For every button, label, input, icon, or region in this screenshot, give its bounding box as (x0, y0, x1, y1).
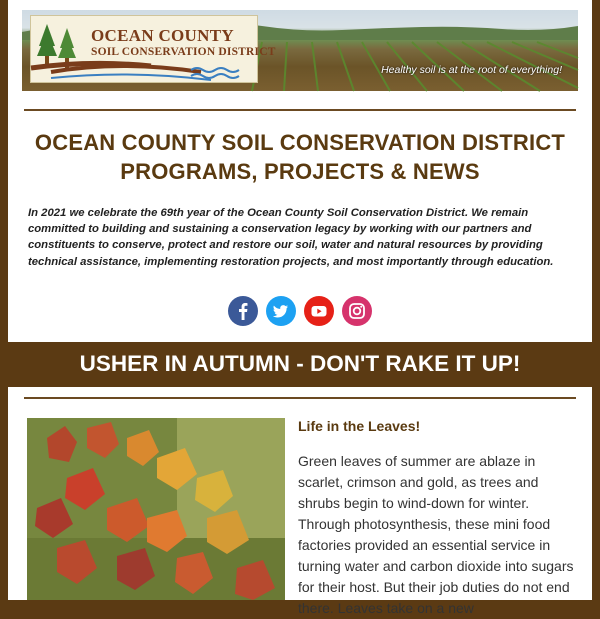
twitter-link[interactable] (266, 296, 296, 326)
district-logo (30, 15, 276, 83)
page-title: OCEAN COUNTY SOIL CONSERVATION DISTRICT PROGRAMS, PROJECTS & NEWS (34, 130, 566, 184)
article-body: Green leaves of summer are ablaze in scarlet, crimson and gold, as trees and shrubs begin to wind-down for winter. Through photosynthesis, these mini food factories provided an essential service in turning water and carbon dioxide into sugars for their host. But their job duties do not end there. Leaves take on a new (298, 453, 574, 616)
instagram-link[interactable] (342, 296, 372, 326)
youtube-link[interactable] (304, 296, 334, 326)
divider-top (24, 109, 576, 111)
instagram-icon (342, 296, 372, 326)
intro-text: In 2021 we celebrate the 69th year of the Ocean County Soil Conservation District. We remain committed to building and sustaining a conservation legacy by working with our partners and constituents to conserve, protect and restore our soil, water and natural resources by providing technical assistance, implementing restoration projects, and most importantly through education. (28, 207, 554, 268)
twitter-icon (266, 296, 296, 326)
divider-article (24, 397, 576, 399)
banner-tagline: Healthy soil is at the root of everything! (381, 64, 562, 76)
leaves-image (27, 418, 285, 600)
social-links (0, 296, 600, 326)
section-title: USHER IN AUTUMN - DON'T RAKE IT UP! (79, 351, 521, 376)
logo-line1: OCEAN COUNTY (91, 26, 234, 45)
facebook-icon (228, 296, 258, 326)
autumn-leaves-photo (27, 418, 285, 600)
logo-line2: SOIL CONSERVATION DISTRICT (91, 46, 276, 58)
youtube-icon (304, 296, 334, 326)
article-heading: Life in the Leaves! (298, 418, 421, 434)
facebook-link[interactable] (228, 296, 258, 326)
header-banner (22, 10, 578, 91)
